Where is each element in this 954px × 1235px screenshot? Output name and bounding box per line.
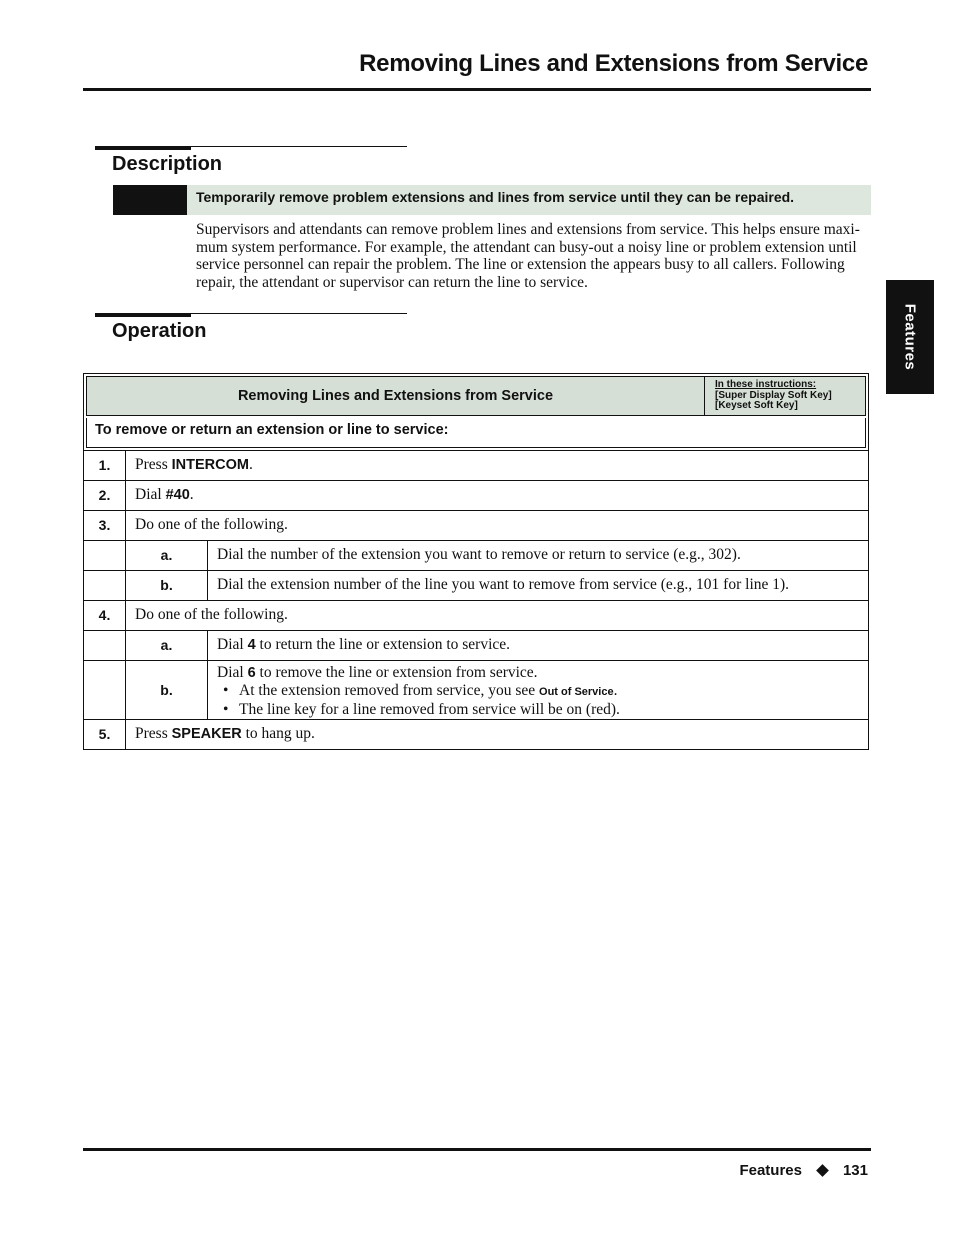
step-text: Press SPEAKER to hang up. xyxy=(135,725,315,742)
step-text: Do one of the following. xyxy=(135,516,288,533)
list-item: • At the extension removed from service, you see Out of Service. xyxy=(239,682,868,701)
section-rule-accent xyxy=(95,313,191,317)
table-row xyxy=(84,540,868,570)
key-name: 6 xyxy=(247,665,256,681)
substep-letter: b. xyxy=(126,661,208,719)
table-subtitle: To remove or return an extension or line to service: xyxy=(86,418,866,448)
summary-marker xyxy=(113,185,187,215)
step-number-empty xyxy=(84,571,126,600)
summary-text: Temporarily remove problem extensions and lines from service until they can be repaired. xyxy=(187,185,871,215)
table-row xyxy=(84,630,868,660)
step-text: Dial 4 to return the line or extension to service. xyxy=(217,636,511,653)
step-text: Do one of the following. xyxy=(135,606,288,623)
table-title: Removing Lines and Extensions from Service xyxy=(87,377,705,415)
step-text: Dial the number of the extension you want to remove or return to service (e.g., 302). xyxy=(217,546,741,563)
table-header xyxy=(86,376,866,416)
table-row xyxy=(84,719,868,749)
bullet-list xyxy=(217,682,868,718)
step-number-empty xyxy=(84,631,126,660)
list-item: • The line key for a line removed from service will be on (red). xyxy=(239,701,868,718)
key-name: #40 xyxy=(165,487,190,503)
description-body: Supervisors and attendants can remove problem lines and extensions from service. This helps ensure maxi-mum system performance. For example, the attendant can busy-out a noisy line or problem extension until service personnel can repair the problem. The line or extension the appears busy to all callers. Following repair, the attendant or supervisor can return the line to service. xyxy=(196,221,860,291)
step-text: Dial #40. xyxy=(135,486,194,503)
description-heading: Description xyxy=(112,153,223,175)
operation-table xyxy=(83,373,869,750)
footer-rule xyxy=(83,1148,871,1151)
step-number: 1. xyxy=(84,451,126,480)
table-row xyxy=(84,450,868,480)
table-row xyxy=(84,510,868,540)
header-rule xyxy=(83,88,871,91)
key-name: 4 xyxy=(247,637,256,653)
table-row xyxy=(84,660,868,719)
step-number: 4. xyxy=(84,601,126,630)
substep-letter: b. xyxy=(126,571,208,600)
substep-letter: a. xyxy=(126,541,208,570)
step-number: 5. xyxy=(84,720,126,749)
legend-line: [Super Display Soft Key] xyxy=(715,389,832,401)
display-text: Out of Service xyxy=(539,686,614,698)
table-row xyxy=(84,570,868,600)
table-row xyxy=(84,480,868,510)
substep-letter: a. xyxy=(126,631,208,660)
section-side-tab xyxy=(886,280,934,394)
step-text: Press INTERCOM. xyxy=(135,456,253,473)
step-number: 3. xyxy=(84,511,126,540)
side-tab-label: Features xyxy=(901,303,919,371)
section-rule-accent xyxy=(95,146,191,150)
key-name: SPEAKER xyxy=(171,726,242,742)
step-text: Dial the extension number of the line you want to remove from service (e.g., 101 for line 1). xyxy=(217,576,790,593)
step-text: Dial 6 to remove the line or extension from service. • At the extension removed from service, you see Out of Service. • The line key for a line removed from service will be on (red). xyxy=(208,661,868,719)
step-number-empty xyxy=(84,661,126,719)
diamond-icon xyxy=(816,1164,829,1177)
footer-section: Features xyxy=(739,1162,802,1179)
page-title: Removing Lines and Extensions from Service xyxy=(359,50,868,77)
page-footer xyxy=(739,1162,868,1179)
table-row xyxy=(84,600,868,630)
table-legend xyxy=(715,380,832,412)
step-number: 2. xyxy=(84,481,126,510)
key-name: INTERCOM xyxy=(171,457,249,473)
operation-heading: Operation xyxy=(112,320,207,342)
step-number-empty xyxy=(84,541,126,570)
page-number: 131 xyxy=(842,1162,868,1179)
legend-line: In these instructions: xyxy=(715,379,817,390)
legend-line: [Keyset Soft Key] xyxy=(715,400,798,411)
